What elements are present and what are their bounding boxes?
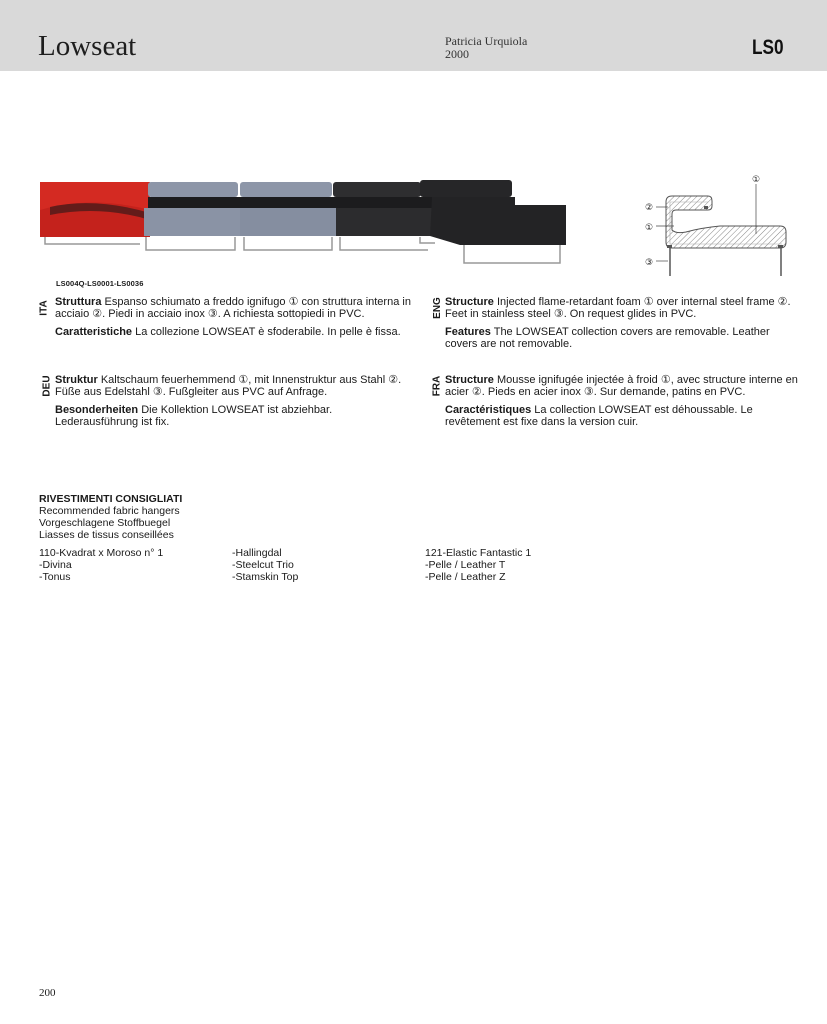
fabric-column-2	[232, 547, 298, 583]
sofa-grey-back-2	[240, 182, 332, 197]
description-ita: ITA Struttura Espanso schiumato a freddo ignifugo ① con struttura interna in acciaio ②. Piedi in acciaio inox ③. A richiesta sottopiedi in PVC. Caratteristiche La collezione LOWSEAT è sfoderabile. In pelle è fissa.	[38, 296, 411, 338]
fabrics-heading: RIVESTIMENTI CONSIGLIATI	[39, 493, 183, 505]
description-fra: FRA Structure Mousse ignifugée injectée à froid ①, avec structure interne en acier ②. Pieds en acier inox ③. Sur demande, patins en PVC. Caractéristiques La collection LOWSEAT est déhoussable. Le revêtement est fixe dans la version cuir.	[431, 374, 798, 428]
list-item: -Steelcut Trio	[232, 559, 294, 571]
diagram-label-foam-top: ①	[752, 175, 761, 185]
list-item: -Divina	[39, 559, 72, 571]
description-eng: ENG Structure Injected flame-retardant foam ① over internal steel frame ②. Feet in stainless steel ③. On request glides in PVC. Features The LOWSEAT collection covers are removable. Leather covers are not removable.	[431, 296, 791, 350]
list-item: -Pelle / Leather Z	[425, 571, 506, 583]
list-item: -Hallingdal	[232, 547, 282, 559]
features-label: Features	[445, 326, 491, 338]
sofa-black-back-2	[420, 180, 512, 197]
features-label: Besonderheiten	[55, 404, 139, 416]
features-label: Caractéristiques	[445, 404, 532, 416]
cross-section-shape	[666, 196, 786, 248]
structure-label: Struttura	[55, 296, 102, 308]
list-item: 121-Elastic Fantastic 1	[425, 547, 532, 559]
list-item: -Pelle / Leather T	[425, 559, 506, 571]
structure-text: Espanso schiumato a freddo ignifugo ① con struttura interna in acciaio ②. Piedi in acciaio inox ③. A richiesta sottopiedi in PVC.	[55, 296, 411, 320]
cross-section-diagram	[640, 168, 800, 280]
list-item: 110-Kvadrat x Moroso n° 1	[39, 547, 164, 559]
design-year: 2000	[445, 47, 469, 61]
features-label: Caratteristiche	[55, 326, 133, 338]
fabric-column-3	[425, 547, 531, 583]
page-number: 200	[39, 987, 56, 999]
designer-info	[445, 35, 527, 61]
sofa-grey-seat-2	[240, 208, 336, 236]
page-header	[0, 0, 827, 71]
diagram-label-frame: ②	[645, 203, 654, 213]
fabric-column-1	[39, 547, 163, 583]
sofa-chaise	[430, 197, 566, 245]
features-text: The LOWSEAT collection covers are removable. Leather covers are not removable.	[445, 326, 770, 350]
product-codes: LS004Q-LS0001-LS0036	[56, 279, 144, 288]
sofa-black-seat-1	[336, 208, 432, 236]
structure-label: Structure	[445, 296, 494, 308]
fabrics-subtitle-fra: Liasses de tissus conseillées	[39, 529, 174, 541]
sofa-grey-back-1	[148, 182, 238, 197]
structure-label: Structure	[445, 374, 494, 386]
features-text: La collection LOWSEAT est déhoussable. Le revêtement est fixe dans la version cuir.	[445, 404, 753, 428]
features-text: La collezione LOWSEAT è sfoderabile. In pelle è fissa.	[135, 326, 401, 338]
product-title: Lowseat	[38, 30, 137, 62]
list-item: -Stamskin Top	[232, 571, 299, 583]
fabrics-subtitle-deu: Vorgeschlagene Stoffbuegel	[39, 517, 171, 529]
structure-text: Mousse ignifugée injectée à froid ①, avec structure interne en acier ②. Pieds en acier inox ③. Sur demande, patins en PVC.	[445, 374, 798, 398]
fabric-recommendations	[39, 493, 182, 541]
structure-label: Struktur	[55, 374, 98, 386]
structure-text: Kaltschaum feuerhemmend ①, mit Innenstruktur aus Stahl ②. Füße aus Edelstahl ③. Fußgleiter aus PVC auf Anfrage.	[55, 374, 402, 398]
product-code: LS0	[752, 36, 784, 59]
designer-name: Patricia Urquiola	[445, 34, 528, 48]
diagram-label-foam: ①	[645, 223, 654, 233]
fabrics-subtitle-eng: Recommended fabric hangers	[39, 505, 180, 517]
structure-text: Injected flame-retardant foam ① over internal steel frame ②. Feet in stainless steel ③. On request glides in PVC.	[445, 296, 791, 320]
sofa-black-back-1	[333, 182, 421, 197]
list-item: -Tonus	[39, 571, 71, 583]
sofa-product-image	[20, 165, 620, 280]
features-text: Die Kollektion LOWSEAT ist abziehbar. Lederausführung ist fix.	[55, 404, 333, 428]
diagram-label-feet: ③	[645, 258, 654, 268]
sofa-grey-seat-1	[144, 208, 240, 236]
description-deu: DEU Struktur Kaltschaum feuerhemmend ①, mit Innenstruktur aus Stahl ②. Füße aus Edelstahl ③. Fußgleiter aus PVC auf Anfrage. Besonderheiten Die Kollektion LOWSEAT ist abziehbar. Lederausführung ist fix.	[41, 374, 402, 428]
